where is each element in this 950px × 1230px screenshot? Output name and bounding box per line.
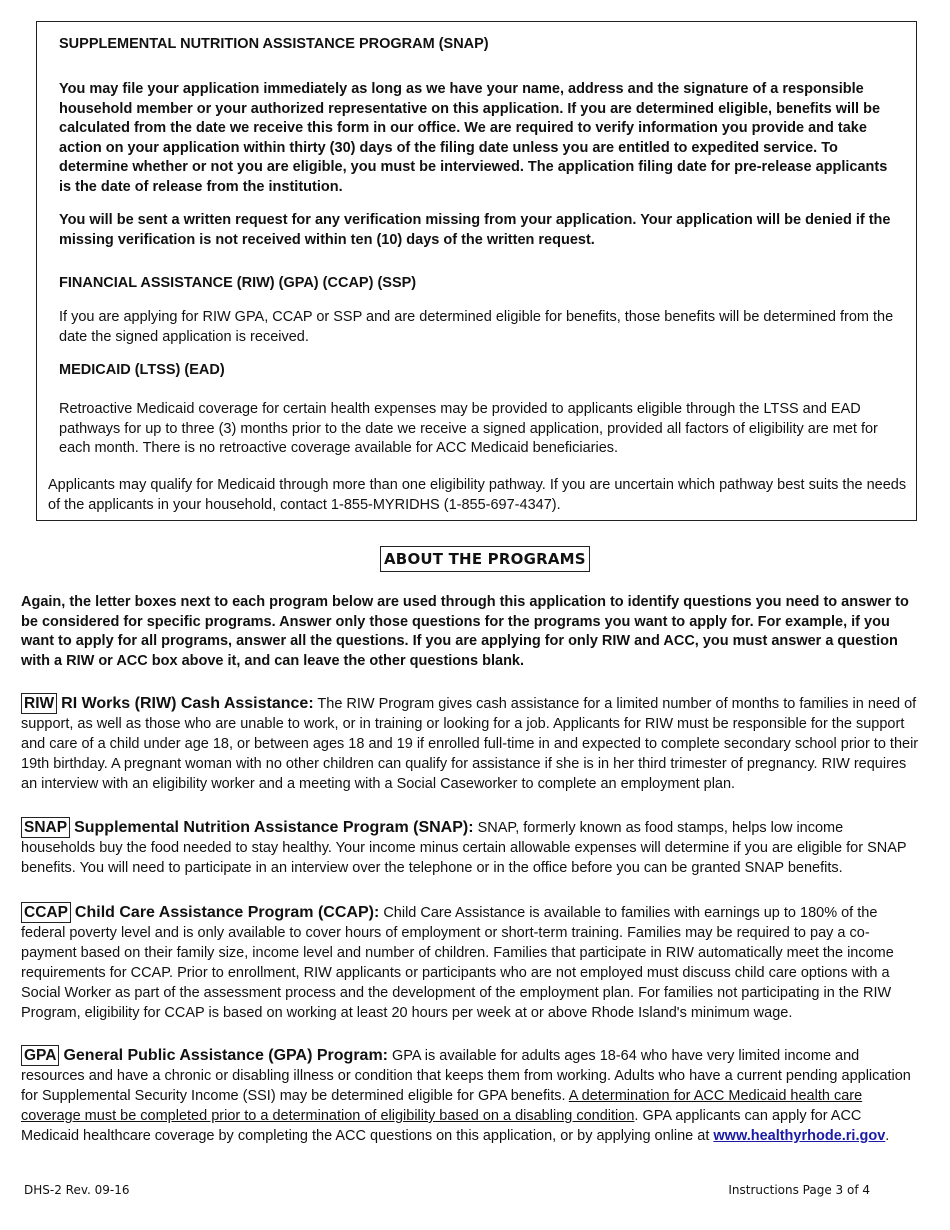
program-snap (21, 817, 921, 878)
program-info-box (36, 21, 917, 521)
program-gpa (21, 1045, 921, 1146)
snap-description: SNAP, formerly known as food stamps, helps low income households buy the food needed to stay healthy. Your income minus certain allowable expenses will determine if you are eligible for SNAP benefits. You will need to participate in an interview over the telephone or in the office before you can be granted SNAP benefits. (21, 820, 907, 876)
snap-letter-box: SNAP (21, 817, 70, 838)
snap-title: Supplemental Nutrition Assistance Program (SNAP): (74, 819, 474, 836)
intro-paragraph: Again, the letter boxes next to each program below are used through this application to identify questions you need to answer to be considered for specific programs. Answer only those questions for the programs you want to apply for. For example, if you want to apply for all programs, answer all the questions. If you are applying for only RIW and ACC, you must answer a question with a RIW or ACC box above it, and can leave the other questions blank. (21, 594, 909, 669)
snap-paragraph-1: You may file your application immediately as long as we have your name, address and the signature of a responsible household member or your authorized representative on this application. If you are determined eligible, benefits will be calculated from the date we receive this form in our office. We are required to verify information you provide and take action on your application within thirty (30) days of the filing date unless you are entitled to expedited service. To determine whether or not you are eligible, you must be interviewed. The application filing date for pre-release applicants is the date of release from the institution. (59, 81, 888, 195)
ccap-title: Child Care Assistance Program (CCAP): (74, 904, 380, 921)
pathway-note: Applicants may qualify for Medicaid through more than one eligibility pathway. If you are uncertain which pathway best suits the needs of the applicants in your household, contact 1-855-MYRIDHS (1-855-697-4347). (48, 477, 907, 513)
financial-paragraph: If you are applying for RIW GPA, CCAP or SSP and are determined eligible for benefits, those benefits will be determined from the date the signed application is received. (59, 309, 894, 345)
riw-letter-box: RIW (21, 693, 57, 714)
form-id: DHS-2 Rev. 09-16 (24, 1183, 130, 1197)
riw-title: RI Works (RIW) Cash Assistance: (61, 695, 314, 712)
healthyrhode-link[interactable]: www.healthyrhode.ri.gov (713, 1128, 886, 1144)
medicaid-heading: MEDICAID (LTSS) (EAD) (59, 362, 225, 378)
page-number: Instructions Page 3 of 4 (728, 1183, 870, 1197)
gpa-description: GPA is available for adults ages 18-64 who have very limited income and resources and have a chronic or disabling illness or condition that keeps them from working. Adults who have a current pending application for Supplemental Security Income (SSI) may be determined eligible for GPA benefits. (21, 1048, 911, 1104)
ccap-letter-box: CCAP (21, 902, 71, 923)
snap-paragraph-2: You will be sent a written request for any verification missing from your application. Your application will be denied if the missing verification is not received within ten (10) days of the written request. (59, 212, 891, 248)
gpa-description-end: . (885, 1128, 890, 1144)
gpa-description-continued: . GPA applicants can apply for ACC Medicaid healthcare coverage by completing the ACC questions on this application, or by applying online at (21, 1108, 862, 1144)
medicaid-paragraph: Retroactive Medicaid coverage for certain health expenses may be provided to applicants eligible through the LTSS and EAD pathways for up to three (3) months prior to the date we receive a signed application, provided all factors of eligibility are met for each month. There is no retroactive coverage available for ACC Medicaid beneficiaries. (59, 401, 878, 456)
program-riw (21, 693, 921, 794)
gpa-letter-box: GPA (21, 1045, 59, 1066)
snap-heading: SUPPLEMENTAL NUTRITION ASSISTANCE PROGRAM (SNAP) (59, 36, 489, 52)
riw-description: The RIW Program gives cash assistance for a limited number of months to families in need of support, as well as those who are unable to work, or in training or looking for a job. Applicants for RIW must be responsible for the support and care of a child under age 18, or between ages 18 and 19 if enrolled full-time in and expected to complete secondary school prior to their 19th birthday. A pregnant woman with no other children can qualify for assistance if she is in her third trimester of pregnancy. RIW requires an interview with an eligibility worker and a meeting with a Social Caseworker to complete an employment plan. (21, 696, 919, 792)
gpa-title: General Public Assistance (GPA) Program: (63, 1047, 388, 1064)
ccap-description: Child Care Assistance is available to families with earnings up to 180% of the federal poverty level and is only available to cover hours of employment or short-term training. Families may be required to pay a co-payment based on their family size, income level and number of children. Families that participate in RIW automatically meet the income requirements for CCAP. Prior to enrollment, RIW applicants or participants who are not employed must discuss child care options with a Social Worker as part of the assessment process and the development of the employment plan. For families not participating in the RIW Program, eligibility for CCAP is based on working at least 20 hours per week at or above Rhode Island's minimum wage. (21, 905, 894, 1021)
program-ccap (21, 902, 921, 1023)
about-programs-heading: ABOUT THE PROGRAMS (380, 546, 590, 572)
financial-heading: FINANCIAL ASSISTANCE (RIW) (GPA) (CCAP) (SSP) (59, 275, 417, 291)
gpa-acc-requirement: A determination for ACC Medicaid health care coverage must be completed prior to a determination of eligibility based on a disabling condition (21, 1088, 863, 1124)
